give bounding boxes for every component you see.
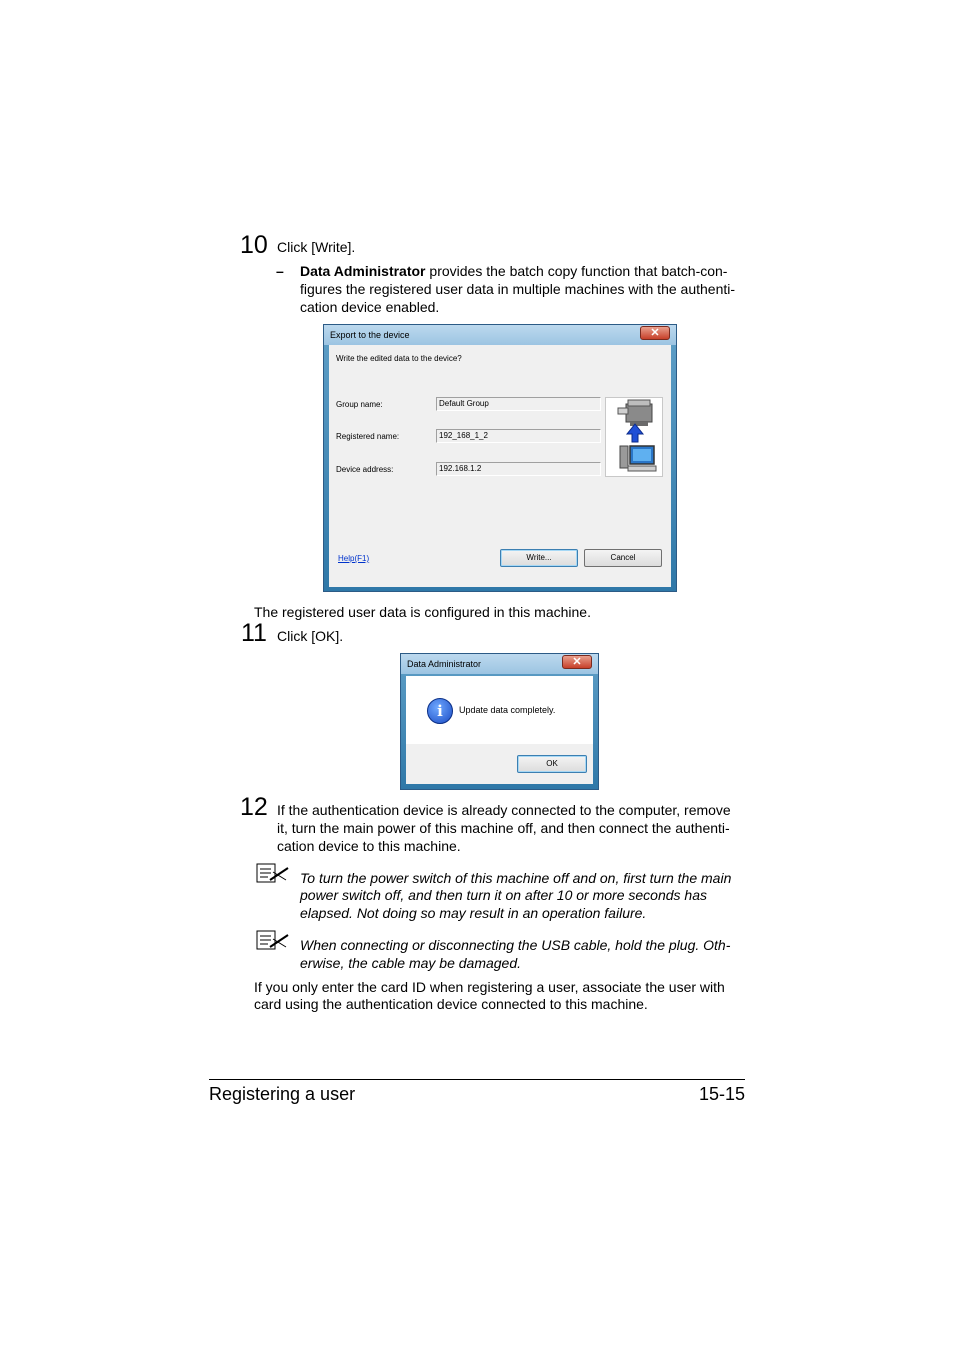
- device-address-field: 192.168.1.2: [436, 462, 601, 476]
- registered-name-label: Registered name:: [336, 432, 400, 441]
- note-1-line2: power switch off, and then turn it on after 10 or more seconds has: [300, 887, 707, 903]
- step-12-line3: cation device to this machine.: [277, 838, 461, 854]
- completion-dialog-title: Data Administrator: [407, 659, 482, 669]
- registered-name-field: 192_168_1_2: [436, 429, 601, 443]
- group-name-label: Group name:: [336, 400, 383, 409]
- result-text: The registered user data is configured in this machine.: [254, 604, 591, 620]
- write-button[interactable]: Write...: [500, 549, 578, 567]
- info-icon: i: [427, 698, 453, 724]
- step-12-line2: it, turn the main power of this machine off, and then connect the authenti-: [277, 820, 730, 836]
- help-link[interactable]: Help(F1): [338, 554, 370, 563]
- completion-message: Update data completely.: [459, 705, 556, 715]
- cancel-button[interactable]: Cancel: [584, 549, 662, 567]
- step-number-10: 10: [240, 231, 268, 259]
- closing-line2: card using the authentication device connected to this machine.: [254, 996, 648, 1012]
- data-administrator-term: Data Administrator: [300, 263, 426, 279]
- completion-dialog: [400, 653, 599, 790]
- step-10-note-line2: figures the registered user data in multiple machines with the authenti-: [300, 281, 736, 297]
- step-number-12: 12: [240, 793, 268, 821]
- note-2-line1: When connecting or disconnecting the USB cable, hold the plug. Oth-: [300, 937, 731, 953]
- closing-line1: If you only enter the card ID when registering a user, associate the user with: [254, 979, 725, 995]
- export-dialog-body: [329, 345, 671, 587]
- note-1-line3: elapsed. Not doing so may result in an operation failure.: [300, 905, 647, 921]
- step-10-note-line3: cation device enabled.: [300, 299, 440, 315]
- export-dialog-close-button[interactable]: ✕: [640, 326, 670, 340]
- note-pencil-icon: [256, 862, 290, 889]
- step-12-line1: If the authentication device is already connected to the computer, remove: [277, 802, 731, 818]
- step-10-note-rest: provides the batch copy function that batch-con-: [425, 263, 728, 279]
- export-dialog-title: Export to the device: [330, 330, 410, 340]
- completion-dialog-body: [406, 676, 593, 784]
- printer-to-computer-icon: [606, 398, 662, 476]
- group-name-field: Default Group: [436, 397, 601, 411]
- footer-page-number: 15-15: [698, 1084, 745, 1104]
- completion-dialog-close-button[interactable]: ✕: [562, 655, 592, 669]
- note-1-line1: To turn the power switch of this machine off and on, first turn the main: [300, 870, 732, 886]
- completion-dialog-titlebar[interactable]: [401, 654, 598, 674]
- footer-rule: [209, 1079, 745, 1080]
- footer-section-title: Registering a user: [209, 1084, 356, 1104]
- ok-button[interactable]: OK: [517, 755, 587, 773]
- step-10-instruction: Click [Write].: [277, 239, 356, 255]
- step-11-instruction: Click [OK].: [277, 628, 344, 644]
- export-illustration: [605, 397, 663, 477]
- step-number-11: 11: [241, 619, 267, 647]
- note-pencil-icon: [256, 929, 290, 956]
- export-dialog: [323, 324, 677, 592]
- device-address-label: Device address:: [336, 465, 394, 474]
- step-10-note-line1: [300, 262, 727, 280]
- export-prompt: Write the edited data to the device?: [336, 354, 462, 363]
- note-2-line2: erwise, the cable may be damaged.: [300, 955, 522, 971]
- note-dash: –: [276, 263, 284, 279]
- export-dialog-titlebar[interactable]: [324, 325, 676, 345]
